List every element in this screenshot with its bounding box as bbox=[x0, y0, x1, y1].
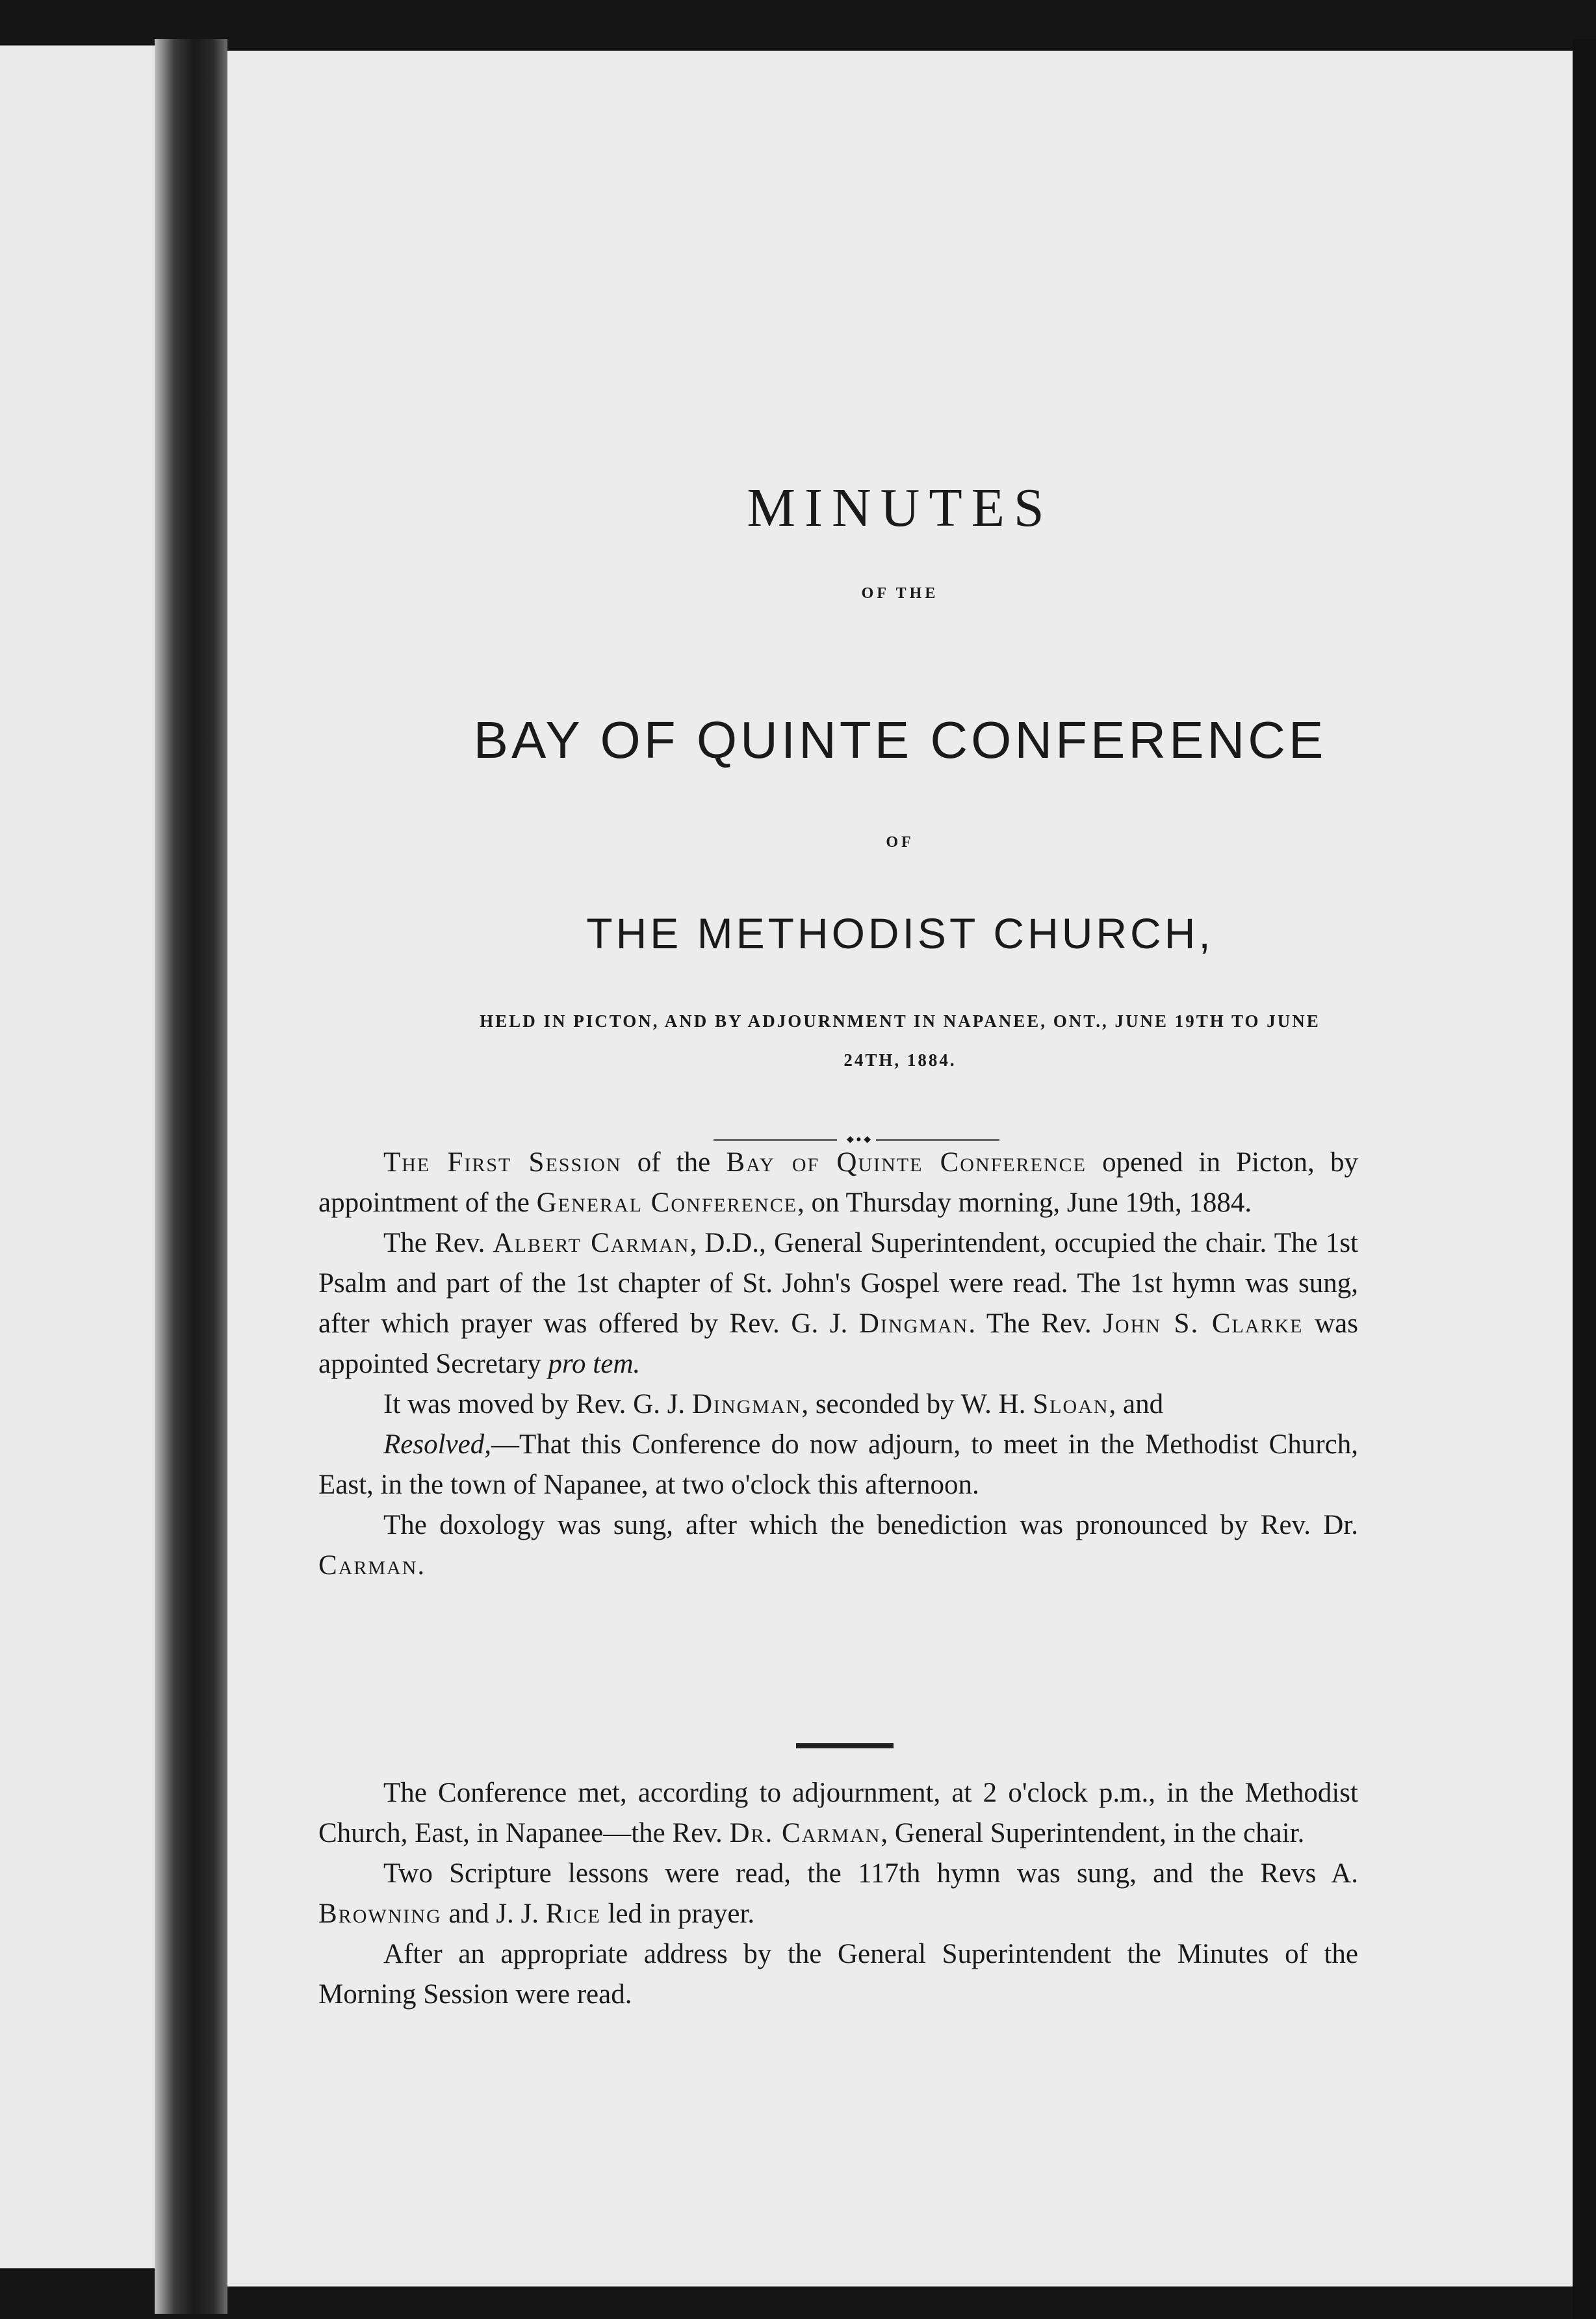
morning-session-text bbox=[318, 1143, 1358, 1586]
paragraph: Resolved,—That this Conference do now adjourn, to meet in the Methodist Church, East, in the town of Napanee, at two o'clock this afternoon. bbox=[318, 1429, 1358, 1500]
afternoon-session-text bbox=[318, 1773, 1358, 2015]
page-title: MINUTES bbox=[747, 478, 1053, 538]
paragraph: It was moved by Rev. G. J. Dingman, seconded by W. H. Sloan, and bbox=[383, 1389, 1164, 1419]
scan-border bbox=[1573, 39, 1596, 2319]
paragraph: The Conference met, according to adjournment, at 2 o'clock p.m., in the Methodist Church, East, in Napanee—the Rev. Dr. Carman, General Superintendent, in the chair. bbox=[318, 1778, 1358, 1848]
paragraph: Two Scripture lessons were read, the 117th hymn was sung, and the Revs A. Browning and J. J. Rice led in prayer. bbox=[318, 1858, 1358, 1929]
title-connector-of: OF bbox=[886, 834, 914, 851]
paragraph: The Rev. Albert Carman, D.D., General Superintendent, occupied the chair. The 1st Psalm and part of the 1st chapter of St. John's Gospel were read. The 1st hymn was sung, after which prayer was offered by Rev. G. J. Dingman. The Rev. John S. Clarke was appointed Secretary pro tem. bbox=[318, 1228, 1358, 1379]
title-connector-of-the: OF THE bbox=[861, 585, 939, 602]
ornamental-divider: ◆ ● ◆ bbox=[714, 1136, 999, 1144]
conference-name: BAY OF QUINTE CONFERENCE bbox=[473, 711, 1327, 769]
section-divider bbox=[796, 1743, 894, 1748]
facing-page-edge bbox=[0, 45, 157, 2268]
paragraph: After an appropriate address by the General Superintendent the Minutes of the Morning Session were read. bbox=[318, 1939, 1358, 2010]
session-dates: HELD IN PICTON, AND BY ADJOURNMENT IN NAPANEE, ONT., JUNE 19TH TO JUNE 24TH, 1884. bbox=[480, 1011, 1320, 1070]
book-gutter bbox=[155, 39, 227, 2314]
paragraph: The doxology was sung, after which the benediction was pronounced by Rev. Dr. Carman. bbox=[318, 1510, 1358, 1581]
paragraph: The First Session of the Bay of Quinte Conference opened in Picton, by appointment of the General Conference, on Thursday morning, June 19th, 1884. bbox=[318, 1147, 1358, 1218]
church-name: THE METHODIST CHURCH, bbox=[586, 909, 1214, 957]
